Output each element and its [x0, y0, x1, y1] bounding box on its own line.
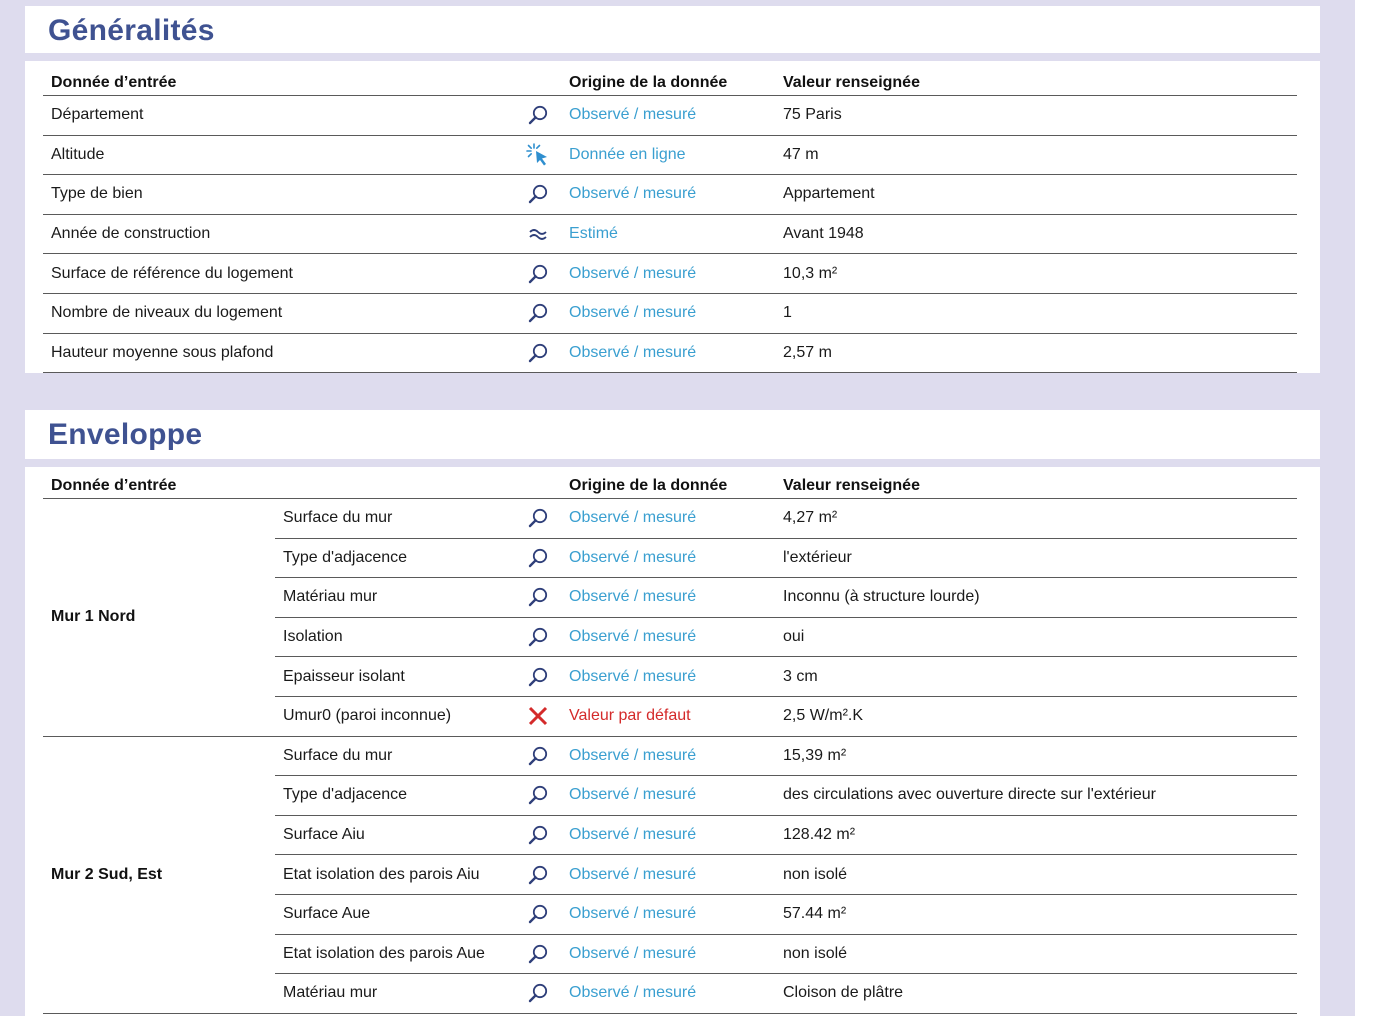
generalites-header	[25, 6, 1320, 53]
origin-text: Donnée en ligne	[561, 135, 775, 175]
value-text: Inconnu (à structure lourde)	[775, 578, 1297, 618]
origin-icon-cell	[515, 815, 561, 855]
value-text: 10,3 m²	[775, 254, 1297, 294]
table-row	[43, 499, 1297, 539]
input-label: Matériau mur	[275, 578, 515, 618]
value-text: Avant 1948	[775, 214, 1297, 254]
origin-text: Observé / mesuré	[561, 815, 775, 855]
input-label: Hauteur moyenne sous plafond	[43, 333, 515, 373]
origin-icon-cell	[515, 538, 561, 578]
table-row	[43, 175, 1297, 215]
col-header-origin: Origine de la donnée	[561, 467, 775, 499]
origin-text: Observé / mesuré	[561, 776, 775, 816]
origin-text: Observé / mesuré	[561, 578, 775, 618]
table-row	[43, 293, 1297, 333]
origin-text: Observé / mesuré	[561, 499, 775, 539]
generalites-panel	[25, 61, 1320, 373]
origin-icon-cell	[515, 696, 561, 736]
origin-text: Observé / mesuré	[561, 293, 775, 333]
origin-icon-cell	[515, 657, 561, 697]
search-icon	[515, 903, 561, 925]
origin-icon-cell	[515, 499, 561, 539]
input-label: Altitude	[43, 135, 515, 175]
search-icon	[515, 784, 561, 806]
input-label: Département	[43, 96, 515, 136]
table-row	[43, 254, 1297, 294]
input-label: Année de construction	[43, 214, 515, 254]
origin-text: Valeur par défaut	[561, 696, 775, 736]
wall-group-label: Mur 1 Nord	[43, 499, 275, 737]
input-label: Surface du mur	[275, 499, 515, 539]
col-header-input: Donnée d’entrée	[43, 467, 561, 499]
value-text: Cloison de plâtre	[775, 974, 1297, 1014]
origin-icon-cell	[515, 736, 561, 776]
value-text: 75 Paris	[775, 96, 1297, 136]
input-label: Umur0 (paroi inconnue)	[275, 696, 515, 736]
input-label: Isolation	[275, 617, 515, 657]
search-icon	[515, 864, 561, 886]
table-row	[43, 214, 1297, 254]
generalites-header-row	[43, 61, 1297, 96]
generalites-rows	[43, 96, 1297, 373]
cross-icon	[515, 705, 561, 727]
value-text: 2,5 W/m².K	[775, 696, 1297, 736]
origin-icon-cell	[515, 293, 561, 333]
input-label: Etat isolation des parois Aue	[275, 934, 515, 974]
origin-text: Observé / mesuré	[561, 538, 775, 578]
origin-text: Observé / mesuré	[561, 657, 775, 697]
value-text: 3 cm	[775, 657, 1297, 697]
table-row	[43, 96, 1297, 136]
col-header-value: Valeur renseignée	[775, 61, 1297, 96]
value-text: 4,27 m²	[775, 499, 1297, 539]
origin-icon-cell	[515, 254, 561, 294]
input-label: Matériau mur	[275, 974, 515, 1014]
origin-text: Estimé	[561, 214, 775, 254]
value-text: oui	[775, 617, 1297, 657]
col-header-value: Valeur renseignée	[775, 467, 1297, 499]
origin-text: Observé / mesuré	[561, 333, 775, 373]
search-icon	[515, 263, 561, 285]
origin-text: Observé / mesuré	[561, 974, 775, 1014]
value-text: des circulations avec ouverture directe sur l'extérieur	[775, 776, 1297, 816]
enveloppe-header-row	[43, 467, 1297, 499]
wall-group-label: Mur 2 Sud, Est	[43, 736, 275, 1013]
value-text: l'extérieur	[775, 538, 1297, 578]
input-label: Etat isolation des parois Aiu	[275, 855, 515, 895]
origin-icon-cell	[515, 214, 561, 254]
enveloppe-table	[43, 467, 1297, 1014]
search-icon	[515, 586, 561, 608]
search-icon	[515, 626, 561, 648]
value-text: 57.44 m²	[775, 894, 1297, 934]
input-label: Epaisseur isolant	[275, 657, 515, 697]
origin-icon-cell	[515, 855, 561, 895]
origin-icon-cell	[515, 333, 561, 373]
origin-text: Observé / mesuré	[561, 736, 775, 776]
search-icon	[515, 547, 561, 569]
origin-icon-cell	[515, 135, 561, 175]
input-label: Surface de référence du logement	[43, 254, 515, 294]
table-row	[43, 135, 1297, 175]
input-label: Type d'adjacence	[275, 538, 515, 578]
origin-text: Observé / mesuré	[561, 934, 775, 974]
input-label: Surface Aue	[275, 894, 515, 934]
input-label: Nombre de niveaux du logement	[43, 293, 515, 333]
origin-text: Observé / mesuré	[561, 617, 775, 657]
search-icon	[515, 104, 561, 126]
enveloppe-header	[25, 410, 1320, 459]
search-icon	[515, 183, 561, 205]
origin-icon-cell	[515, 776, 561, 816]
origin-icon-cell	[515, 617, 561, 657]
origin-text: Observé / mesuré	[561, 254, 775, 294]
value-text: 15,39 m²	[775, 736, 1297, 776]
col-header-origin: Origine de la donnée	[561, 61, 775, 96]
origin-text: Observé / mesuré	[561, 96, 775, 136]
value-text: non isolé	[775, 855, 1297, 895]
value-text: 2,57 m	[775, 333, 1297, 373]
origin-icon-cell	[515, 894, 561, 934]
table-row	[43, 736, 1297, 776]
origin-icon-cell	[515, 578, 561, 618]
search-icon	[515, 943, 561, 965]
value-text: 47 m	[775, 135, 1297, 175]
col-header-input: Donnée d’entrée	[43, 61, 561, 96]
input-label: Surface Aiu	[275, 815, 515, 855]
origin-text: Observé / mesuré	[561, 855, 775, 895]
search-icon	[515, 982, 561, 1004]
origin-icon-cell	[515, 974, 561, 1014]
table-row	[43, 333, 1297, 373]
value-text: 1	[775, 293, 1297, 333]
origin-icon-cell	[515, 934, 561, 974]
origin-text: Observé / mesuré	[561, 894, 775, 934]
enveloppe-title: Enveloppe	[48, 418, 203, 451]
input-label: Type d'adjacence	[275, 776, 515, 816]
search-icon	[515, 666, 561, 688]
search-icon	[515, 342, 561, 364]
value-text: non isolé	[775, 934, 1297, 974]
origin-icon-cell	[515, 175, 561, 215]
search-icon	[515, 302, 561, 324]
search-icon	[515, 824, 561, 846]
enveloppe-rows	[43, 499, 1297, 1014]
origin-text: Observé / mesuré	[561, 175, 775, 215]
cursor-click-icon	[515, 143, 561, 167]
approx-icon	[515, 226, 561, 242]
origin-icon-cell	[515, 96, 561, 136]
generalites-title: Généralités	[48, 14, 215, 47]
enveloppe-panel	[25, 467, 1320, 1016]
input-label: Surface du mur	[275, 736, 515, 776]
value-text: 128.42 m²	[775, 815, 1297, 855]
search-icon	[515, 745, 561, 767]
search-icon	[515, 507, 561, 529]
generalites-table	[43, 61, 1297, 373]
input-label: Type de bien	[43, 175, 515, 215]
value-text: Appartement	[775, 175, 1297, 215]
